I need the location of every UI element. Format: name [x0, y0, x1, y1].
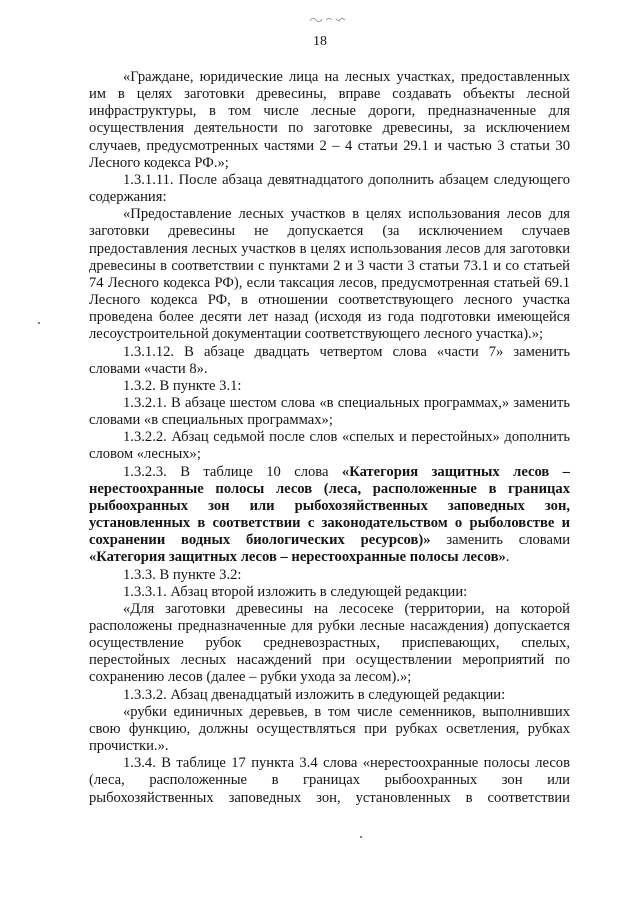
text-segment: 1.3.3.2. Абзац двенадцатый изложить в следующей редакции:: [123, 686, 506, 703]
handwritten-mark-icon: [308, 14, 348, 24]
text-segment: 1.3.1.12. В абзаце двадцать четвертом слова «части 7» заменить словами «части 8».: [89, 343, 570, 377]
text-segment: .: [505, 549, 510, 566]
paragraph: [89, 69, 570, 172]
paragraph: [89, 567, 570, 584]
paragraph: [89, 755, 570, 806]
paragraph: [89, 601, 570, 687]
paragraph: [89, 206, 570, 343]
text-segment: 1.3.3. В пункте 3.2:: [123, 566, 242, 583]
text-segment: 1.3.2.3. В таблице 10 слова: [123, 463, 342, 480]
text-segment: заменить словами: [430, 532, 571, 549]
paragraph: [89, 687, 570, 704]
text-segment: «Предоставление лесных участков в целях использования лесов для заготовки древесины не допускается (за исключением случаев предоставления лесных участков в целях использования лесов для заготовки древесины в соответствии с пунктами 2 и 3 части 3 статьи 73.1 и со статьей 74 Лесного кодекса РФ), если таксация лесов, предусмотренная статьей 69.1 Лесного кодекса РФ, в отношении соответствующего лесного участка проведена более десяти лет назад (исходя из года подготовки имеющейся лесоустроительной документации соответствующего лесного участка).»;: [89, 206, 570, 343]
text-segment: 1.3.4. В таблице 17 пункта 3.4 слова «нерестоохранные полосы лесов (леса, расположенные в границах рыбоохранных зон или рыбохозяйственных заповедных зон, установленных в соответствии: [89, 755, 570, 806]
scan-speck: [360, 836, 362, 838]
paragraph: [89, 395, 570, 429]
paragraph: [89, 344, 570, 378]
paragraph: [89, 704, 570, 755]
document-body: [89, 69, 570, 807]
scan-speck: [38, 322, 40, 324]
text-segment: 1.3.1.11. После абзаца девятнадцатого дополнить абзацем следующего содержания:: [89, 171, 570, 206]
paragraph: [89, 429, 570, 463]
text-segment: 1.3.2.2. Абзац седьмой после слов «спелых и перестойных» дополнить словом «лесных»;: [89, 429, 570, 463]
text-segment: 1.3.2.1. В абзаце шестом слова «в специальных программах,» заменить словами «в специальных программах»;: [89, 394, 570, 429]
paragraph: [89, 172, 570, 206]
bold-text-segment: «Категория защитных лесов – нерестоохранные полосы лесов (леса, расположенные в границах рыбоохранных зон или рыбохозяйственных заповедных зон, установленных в соответствии с законодательством о рыболовстве и сохранении водных биологических ресурсов)»: [89, 463, 570, 549]
paragraph: [89, 584, 570, 601]
text-segment: 1.3.2. В пункте 3.1:: [123, 377, 242, 394]
paragraph: [89, 378, 570, 395]
text-segment: «Граждане, юридические лица на лесных участках, предоставленных им в целях заготовки древесины, вправе создавать объекты лесной инфраструктуры, в том числе лесные дороги, предназначенные для осуществления деятельности по заготовке древесины, за исключением случаев, предусмотренных частями 2 – 4 статьи 29.1 и частью 3 статьи 30 Лесного кодекса РФ.»;: [89, 69, 570, 171]
text-segment: «Для заготовки древесины на лесосеке (территории, на которой расположены предназначенные для рубки лесные насаждения) допускается осуществление рубок средневозрастных, приспевающих, спелых, перестойных лесных насаждений при осуществлении мероприятий по сохранению лесов (далее – рубки ухода за лесом).»;: [89, 600, 570, 686]
bold-text-segment: «Категория защитных лесов – нерестоохранные полосы лесов»: [89, 549, 506, 566]
paragraph: [89, 464, 570, 567]
text-segment: «рубки единичных деревьев, в том числе семенников, выполнивших свою функцию, должны осуществляться при рубках осветления, рубках прочистки.».: [89, 703, 570, 755]
page-number: 18: [313, 34, 327, 49]
text-segment: 1.3.3.1. Абзац второй изложить в следующей редакции:: [123, 583, 468, 600]
